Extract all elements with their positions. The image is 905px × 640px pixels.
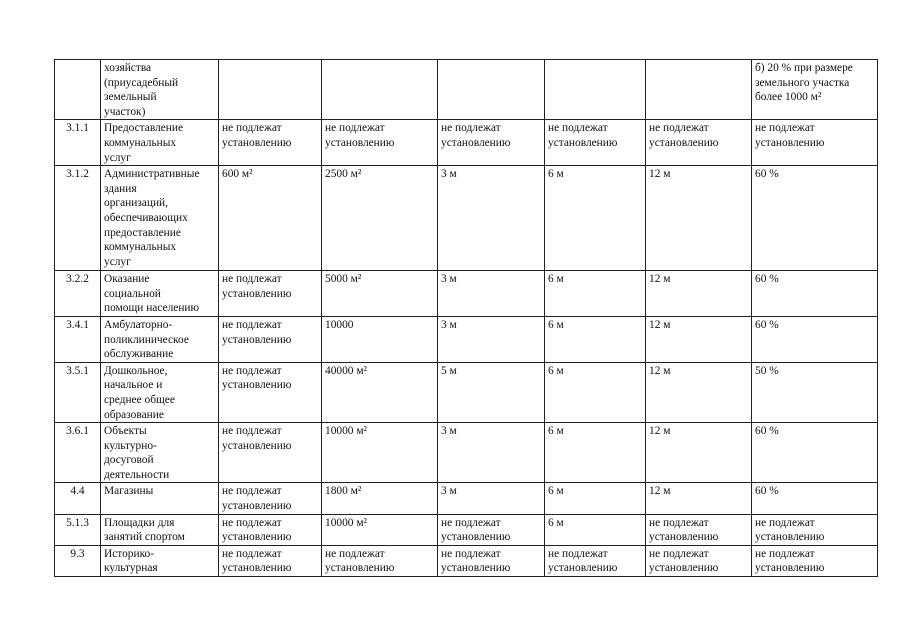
- max-plot-area: 2500 м²: [322, 166, 438, 271]
- floors-height: не подлежат установлению: [545, 120, 646, 166]
- min-plot-area: [219, 60, 322, 120]
- table-row: [55, 166, 878, 271]
- land-use-type: Площадки для занятий спортом: [101, 514, 219, 545]
- land-use-type: Предоставление коммунальных услуг: [101, 120, 219, 166]
- table-row: [55, 483, 878, 514]
- min-plot-area: не подлежат установлению: [219, 120, 322, 166]
- min-indent: не подлежат установлению: [438, 120, 545, 166]
- table-row: [55, 271, 878, 317]
- min-plot-area: 600 м²: [219, 166, 322, 271]
- table-row: [55, 423, 878, 483]
- max-height: 12 м: [646, 483, 752, 514]
- max-plot-area: 10000: [322, 316, 438, 362]
- row-code: 3.1.2: [55, 166, 101, 271]
- table-row: [55, 120, 878, 166]
- row-code: 5.1.3: [55, 514, 101, 545]
- floors-height: [545, 60, 646, 120]
- max-height: [646, 60, 752, 120]
- max-coverage: 60 %: [752, 316, 878, 362]
- max-height: 12 м: [646, 362, 752, 422]
- min-indent: 5 м: [438, 362, 545, 422]
- row-code: 9.3: [55, 545, 101, 576]
- row-code: 3.1.1: [55, 120, 101, 166]
- row-code: 3.6.1: [55, 423, 101, 483]
- max-height: не подлежат установлению: [646, 120, 752, 166]
- max-height: 12 м: [646, 316, 752, 362]
- row-code: 3.4.1: [55, 316, 101, 362]
- min-indent: не подлежат установлению: [438, 514, 545, 545]
- floors-height: 6 м: [545, 423, 646, 483]
- land-use-type: Оказание социальной помощи населению: [101, 271, 219, 317]
- row-code: [55, 60, 101, 120]
- land-use-type: Административные здания организаций, обеспечивающих предоставление коммунальных услуг: [101, 166, 219, 271]
- max-plot-area: не подлежат установлению: [322, 545, 438, 576]
- max-height: не подлежат установлению: [646, 545, 752, 576]
- min-indent: 3 м: [438, 271, 545, 317]
- min-indent: 3 м: [438, 316, 545, 362]
- land-use-type: Объекты культурно- досуговой деятельности: [101, 423, 219, 483]
- min-plot-area: не подлежат установлению: [219, 271, 322, 317]
- max-coverage: б) 20 % при размере земельного участка более 1000 м²: [752, 60, 878, 120]
- table-row: [55, 514, 878, 545]
- min-indent: 3 м: [438, 423, 545, 483]
- floors-height: 6 м: [545, 166, 646, 271]
- min-plot-area: не подлежат установлению: [219, 362, 322, 422]
- max-plot-area: 40000 м²: [322, 362, 438, 422]
- floors-height: 6 м: [545, 316, 646, 362]
- max-height: 12 м: [646, 271, 752, 317]
- floors-height: 6 м: [545, 514, 646, 545]
- min-plot-area: не подлежат установлению: [219, 545, 322, 576]
- min-indent: 3 м: [438, 483, 545, 514]
- min-indent: 3 м: [438, 166, 545, 271]
- max-plot-area: [322, 60, 438, 120]
- floors-height: 6 м: [545, 362, 646, 422]
- max-plot-area: 10000 м²: [322, 514, 438, 545]
- max-coverage: 60 %: [752, 423, 878, 483]
- max-plot-area: 10000 м²: [322, 423, 438, 483]
- land-use-type: Историко- культурная: [101, 545, 219, 576]
- max-coverage: не подлежат установлению: [752, 120, 878, 166]
- land-use-type: Амбулаторно- поликлиническое обслуживание: [101, 316, 219, 362]
- row-code: 4.4: [55, 483, 101, 514]
- max-coverage: 60 %: [752, 271, 878, 317]
- table-row: [55, 362, 878, 422]
- max-plot-area: 5000 м²: [322, 271, 438, 317]
- max-height: 12 м: [646, 423, 752, 483]
- max-coverage: не подлежат установлению: [752, 545, 878, 576]
- table-row: [55, 545, 878, 576]
- min-plot-area: не подлежат установлению: [219, 423, 322, 483]
- floors-height: 6 м: [545, 271, 646, 317]
- land-use-type: Дошкольное, начальное и среднее общее образование: [101, 362, 219, 422]
- row-code: 3.5.1: [55, 362, 101, 422]
- max-coverage: 60 %: [752, 483, 878, 514]
- land-use-type: Магазины: [101, 483, 219, 514]
- min-plot-area: не подлежат установлению: [219, 514, 322, 545]
- min-plot-area: не подлежат установлению: [219, 316, 322, 362]
- land-use-type: хозяйства (приусадебный земельный участок): [101, 60, 219, 120]
- table-row: [55, 60, 878, 120]
- max-coverage: 50 %: [752, 362, 878, 422]
- max-height: 12 м: [646, 166, 752, 271]
- land-use-regulations-table: [54, 59, 878, 577]
- table-row: [55, 316, 878, 362]
- max-coverage: не подлежат установлению: [752, 514, 878, 545]
- max-height: не подлежат установлению: [646, 514, 752, 545]
- floors-height: не подлежат установлению: [545, 545, 646, 576]
- min-plot-area: не подлежат установлению: [219, 483, 322, 514]
- max-plot-area: не подлежат установлению: [322, 120, 438, 166]
- min-indent: не подлежат установлению: [438, 545, 545, 576]
- min-indent: [438, 60, 545, 120]
- row-code: 3.2.2: [55, 271, 101, 317]
- max-plot-area: 1800 м²: [322, 483, 438, 514]
- floors-height: 6 м: [545, 483, 646, 514]
- max-coverage: 60 %: [752, 166, 878, 271]
